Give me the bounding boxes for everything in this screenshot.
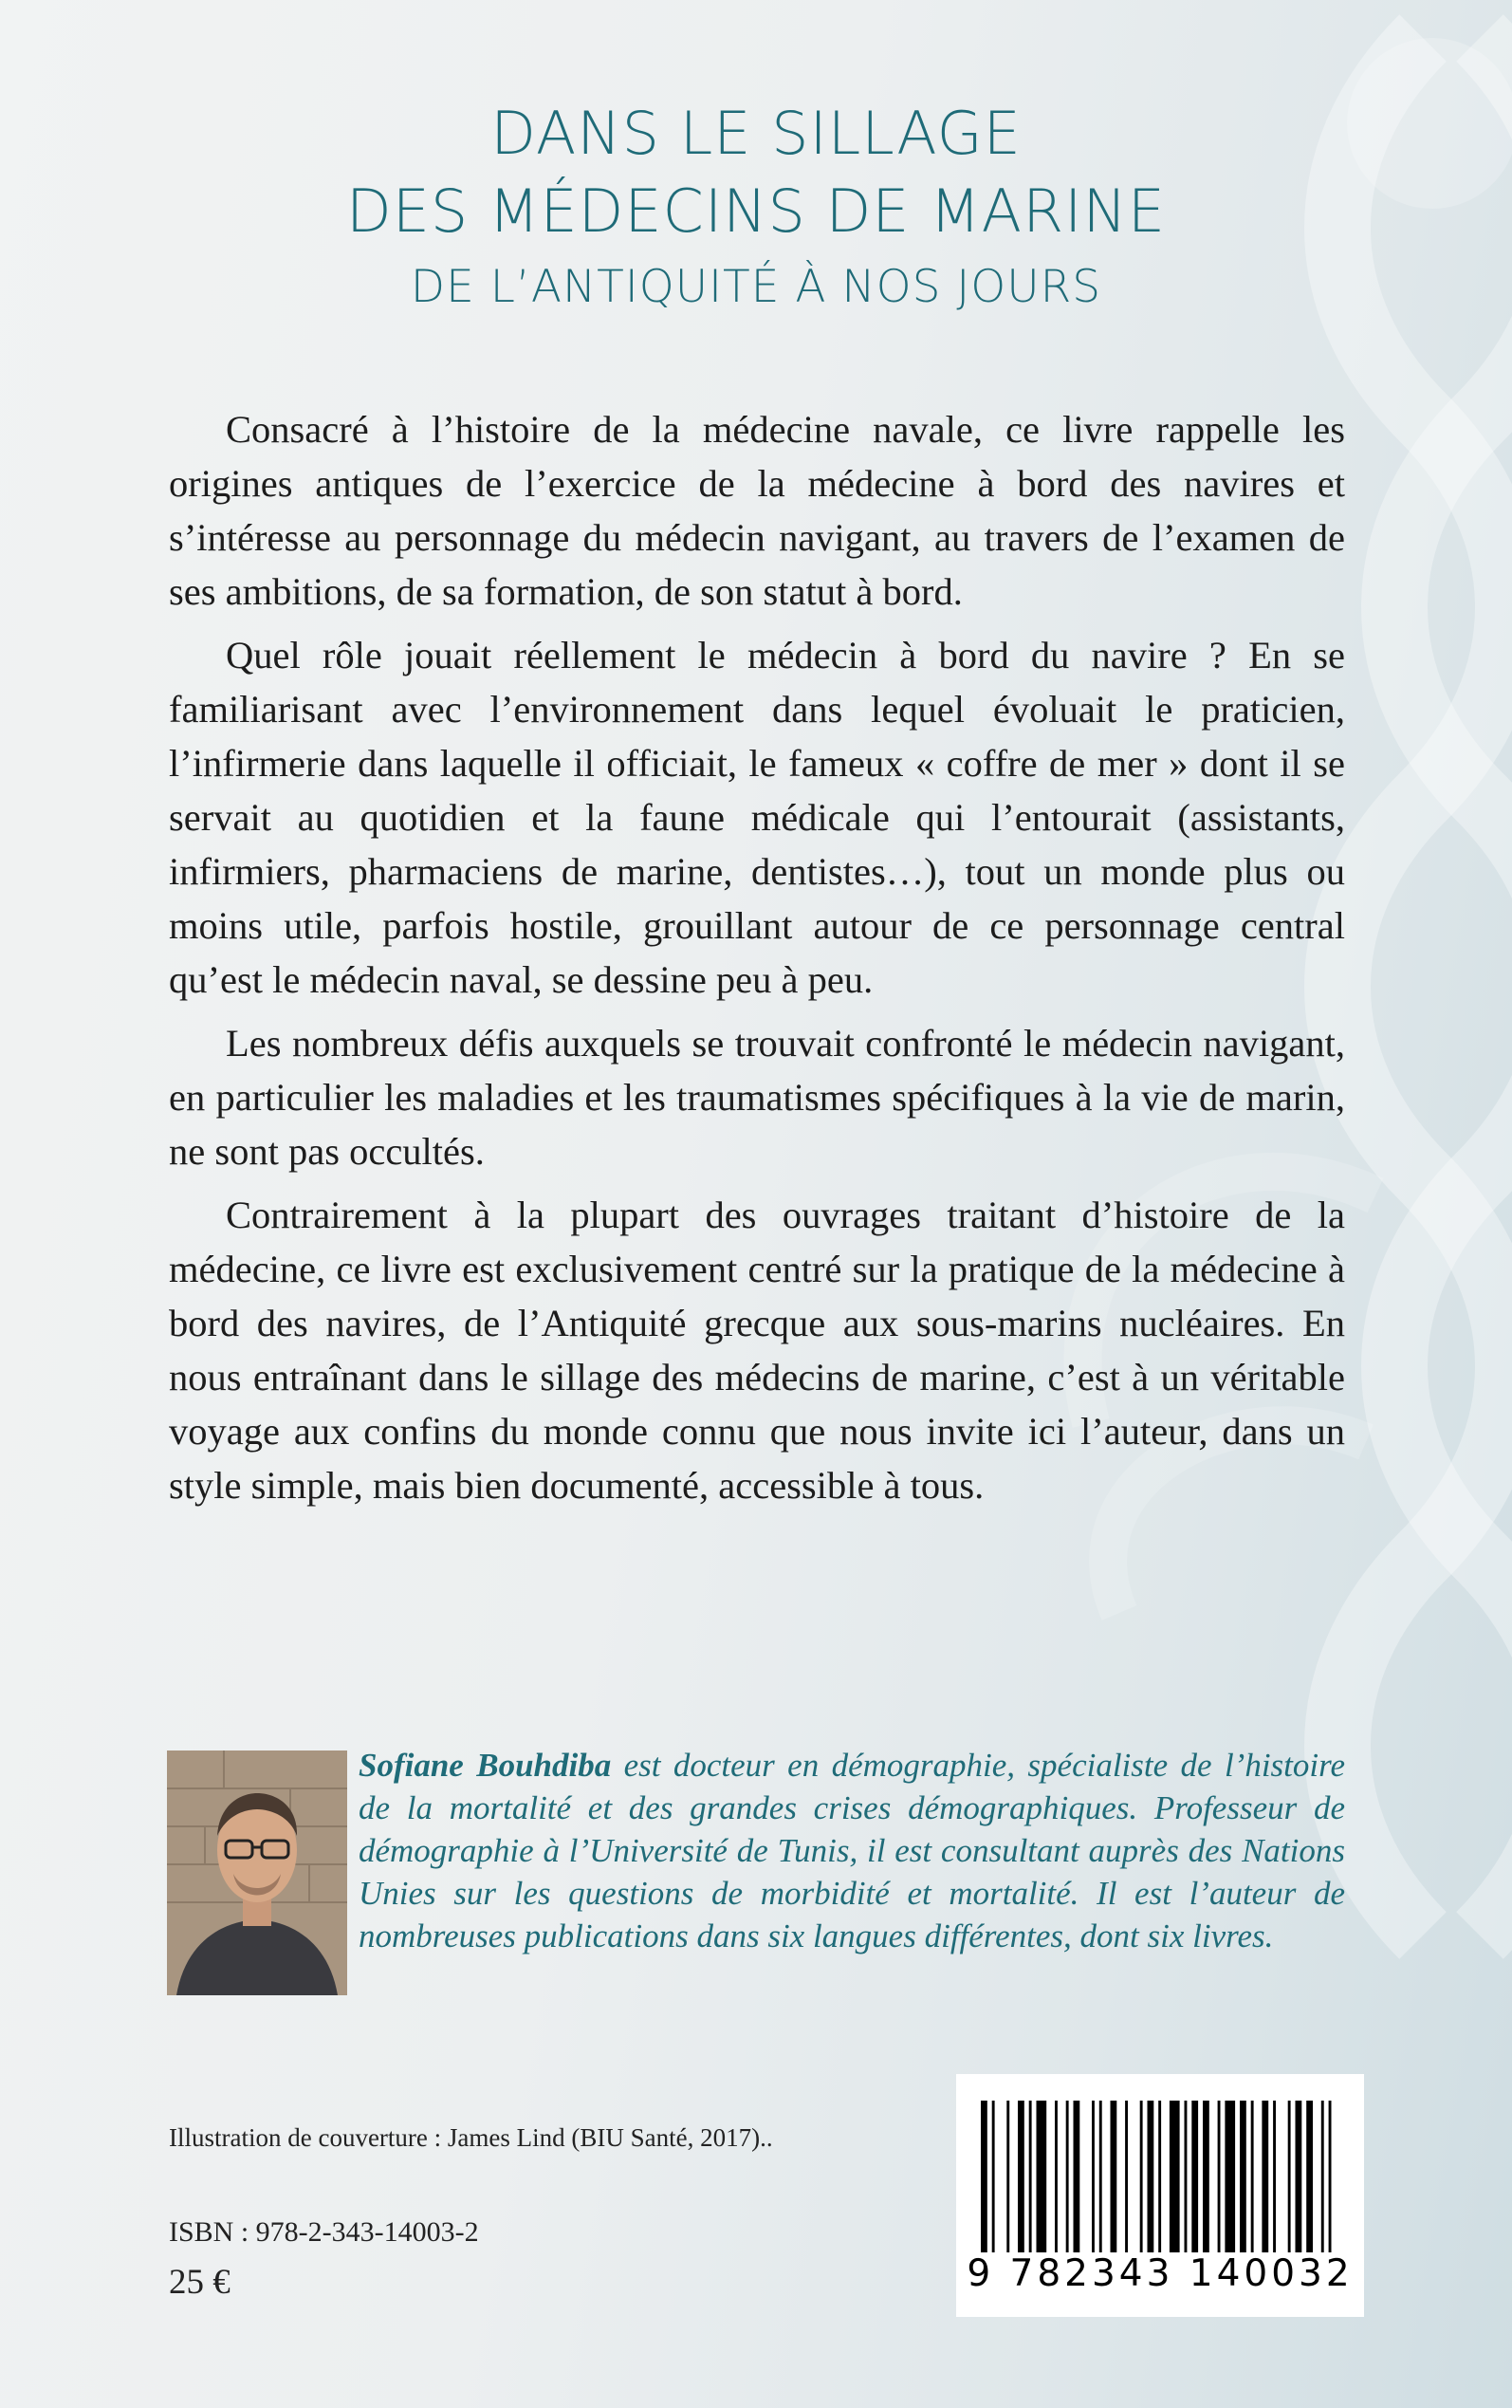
- barcode-bar: [1218, 2101, 1221, 2252]
- book-title: [0, 95, 1512, 321]
- barcode-bar: [1296, 2101, 1302, 2252]
- barcode-bar: [1099, 2101, 1102, 2252]
- blurb: [169, 402, 1345, 1522]
- barcode-bar: [1006, 2101, 1009, 2252]
- barcode-bar: [1170, 2101, 1180, 2252]
- blurb-paragraph-3: Les nombreux défis auxquels se trouvait confronté le médecin navigant, en particulier les maladies et les traumatismes spécifiques à la vie de marin, ne sont pas occultés.: [169, 1022, 1345, 1173]
- blurb-paragraph-1: Consacré à l’histoire de la médecine navale, ce livre rappelle les origines antiques de l’exercice de la médecine à bord des navires et s’intéresse au personnage du médecin navigant, au travers de l’examen de ses ambitions, de sa formation, de son statut à bord.: [169, 408, 1345, 613]
- isbn: ISBN : 978-2-343-14003-2: [169, 2216, 479, 2248]
- barcode-bar: [1018, 2101, 1024, 2252]
- barcode-bar: [1329, 2101, 1332, 2252]
- barcode-bar: [1262, 2101, 1268, 2252]
- barcode-bar: [1273, 2101, 1276, 2252]
- barcode-bar: [1288, 2101, 1291, 2252]
- barcode-bar: [1191, 2101, 1198, 2252]
- barcode-digits: 9 782343 140032: [967, 2252, 1354, 2295]
- barcode-bar: [1306, 2101, 1313, 2252]
- title-line-2: DES MÉDECINS DE MARINE: [345, 176, 1167, 246]
- barcode-bar: [1037, 2101, 1047, 2252]
- barcode-bar: [1140, 2101, 1143, 2252]
- barcode-bar: [1111, 2101, 1117, 2252]
- author-name: Sofiane Bouhdiba: [359, 1747, 612, 1784]
- barcode-bar: [1185, 2101, 1188, 2252]
- barcode: [956, 2074, 1364, 2317]
- price: 25 €: [169, 2263, 230, 2302]
- barcode-bar: [992, 2101, 995, 2252]
- barcode-bar: [1158, 2101, 1161, 2252]
- author-bio: [359, 1744, 1345, 1957]
- barcode-bar: [1225, 2101, 1235, 2252]
- barcode-bar: [981, 2101, 987, 2252]
- barcode-bar: [1203, 2101, 1209, 2252]
- barcode-bar: [1055, 2101, 1058, 2252]
- author-bio-text: est docteur en démographie, spécialiste de l’histoire de la mortalité et des grandes crises démographiques. Professeur de démographie à l’Université de Tunis, il est consultant auprès des Nations Unies sur les questions de morbidité et mortalité. Il est l’auteur de nombreuses publications dans six langues différentes, dont six livres.: [359, 1747, 1345, 1954]
- barcode-bar: [1029, 2101, 1032, 2252]
- cover-illustration-credit: Illustration de couverture : James Lind (BIU Santé, 2017)..: [169, 2123, 773, 2152]
- blurb-paragraph-4: Contrairement à la plupart des ouvrages traitant d’histoire de la médecine, ce livre est exclusivement centré sur la pratique de la médecine à bord des navires, de l’Antiquité grecque aux sous-marins nucléaires. En nous entraînant dans le sillage des médecins de marine, c’est à un véritable voyage aux confins du monde connu que nous invite ici l’auteur, dans un style simple, mais bien documenté, accessible à tous.: [169, 1194, 1345, 1507]
- barcode-bar: [1074, 2101, 1080, 2252]
- subtitle: DE L’ANTIQUITÉ À NOS JOURS: [410, 261, 1102, 313]
- barcode-bar: [1066, 2101, 1069, 2252]
- title-line-1: DANS LE SILLAGE: [490, 99, 1022, 168]
- barcode-bar: [1240, 2101, 1246, 2252]
- blurb-paragraph-2: Quel rôle jouait réellement le médecin à bord du navire ? En se familiarisant avec l’environnement dans lequel évoluait le praticien, l’infirmerie dans laquelle il officiait, le fameux « coffre de mer » dont il se servait au quotidien et la faune médicale qui l’entourait (assistants, infirmiers, pharmaciens de marine, dentistes…), tout un monde plus ou moins utile, parfois hostile, grouillant autour de ce personnage central qu’est le médecin naval, se dessine peu à peu.: [169, 634, 1345, 1001]
- barcode-bar: [1321, 2101, 1324, 2252]
- author-photo: [167, 1750, 347, 1995]
- barcode-bar: [1148, 2101, 1154, 2252]
- barcode-bar: [1251, 2101, 1254, 2252]
- barcode-bar: [1092, 2101, 1095, 2252]
- barcode-bar: [1125, 2101, 1128, 2252]
